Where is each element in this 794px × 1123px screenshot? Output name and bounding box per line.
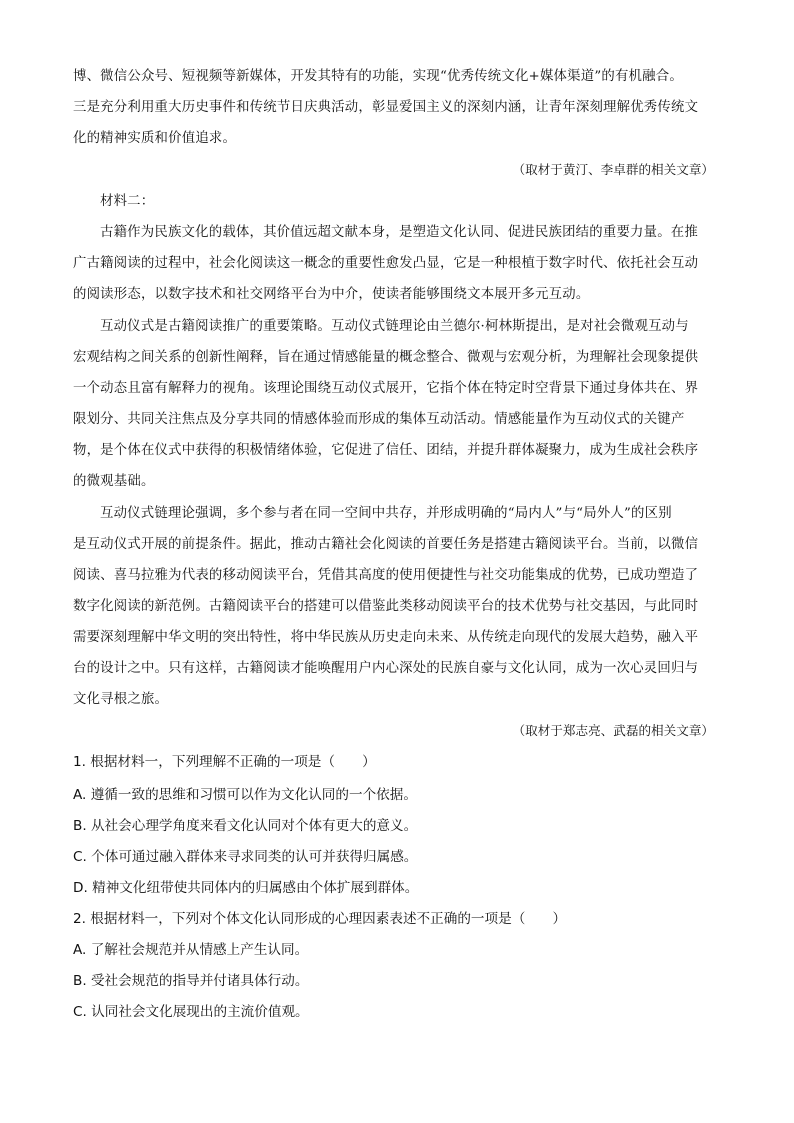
answer-option[interactable]: A. 遵循一致的思维和习惯可以作为文化认同的一个依据。 (73, 787, 417, 803)
question-stem: 2. 根据材料一，下列对个体文化认同形成的心理因素表述不正确的一项是（ ） (73, 911, 567, 927)
passage-line: 古籍作为民族文化的载体，其价值远超文献本身，是塑造文化认同、促进民族团结的重要力量。在推 (100, 225, 698, 240)
passage-line: 化的精神实质和价值追求。 (73, 131, 237, 146)
passage-line: 一个动态且富有解释力的视角。该理论围绕互动仪式展开，它指个体在特定时空背景下通过身体共在、界 (73, 381, 699, 396)
passage-line: 限划分、共同关注焦点及分享共同的情感体验而形成的集体互动活动。情感能量作为互动仪式的关键产 (73, 412, 685, 427)
source-citation: （取材于郑志亮、武磊的相关文章） (512, 723, 714, 738)
passage-line: 博、微信公众号、短视频等新媒体，开发其特有的功能，实现“优秀传统文化+媒体渠道”的有机融合。 (73, 69, 683, 84)
source-citation: （取材于黄汀、李卓群的相关文章） (512, 162, 714, 177)
passage-line: 互动仪式是古籍阅读推广的重要策略。互动仪式链理论由兰德尔·柯林斯提出，是对社会微观互动与 (100, 319, 689, 334)
section-heading: 材料二： (100, 194, 155, 209)
passage-line: 三是充分利用重大历史事件和传统节日庆典活动，彰显爱国主义的深刻内涵，让青年深刻理解优秀传统文 (73, 100, 699, 115)
answer-option[interactable]: C. 个体可通过融入群体来寻求同类的认可并获得归属感。 (73, 849, 418, 865)
passage-line: 需要深刻理解中华文明的突出特性，将中华民族从历史走向未来、从传统走向现代的发展大趋势，融入平 (73, 630, 699, 645)
passage-line: 的阅读形态，以数字技术和社交网络平台为中介，使读者能够围绕文本展开多元互动。 (73, 287, 590, 302)
passage-line: 是互动仪式开展的前提条件。据此，推动古籍社会化阅读的首要任务是搭建古籍阅读平台。当前，以微信 (73, 537, 699, 552)
passage-line: 的微观基础。 (73, 474, 155, 489)
answer-option[interactable]: D. 精神文化纽带使共同体内的归属感由个体扩展到群体。 (73, 880, 419, 896)
question-stem: 1. 根据材料一，下列理解不正确的一项是（ ） (73, 754, 376, 770)
passage-line: 宏观结构之间关系的创新性阐释，旨在通过情感能量的概念整合、微观与宏观分析，为理解社会现象提供 (73, 350, 699, 365)
answer-option[interactable]: B. 受社会规范的指导并付诸具体行动。 (73, 973, 309, 989)
passage-line: 物，是个体在仪式中获得的积极情绪体验，它促进了信任、团结，并提升群体凝聚力，成为生成社会秩序 (73, 443, 699, 458)
answer-option[interactable]: C. 认同社会文化展现出的主流价值观。 (73, 1004, 309, 1020)
passage-line: 台的设计之中。只有这样，古籍阅读才能唤醒用户内心深处的民族自豪与文化认同，成为一次心灵回归与 (73, 661, 699, 676)
answer-option[interactable]: B. 从社会心理学角度来看文化认同对个体有更大的意义。 (73, 818, 418, 834)
answer-option[interactable]: A. 了解社会规范并从情感上产生认同。 (73, 942, 309, 958)
passage-line: 广古籍阅读的过程中，社会化阅读这一概念的重要性愈发凸显，它是一种根植于数字时代、依托社会互动 (73, 256, 699, 271)
passage-line: 互动仪式链理论强调，多个参与者在同一空间中共存，并形成明确的“局内人”与“局外人”的区别 (100, 506, 672, 521)
passage-line: 文化寻根之旅。 (73, 692, 169, 707)
passage-line: 阅读、喜马拉雅为代表的移动阅读平台，凭借其高度的使用便捷性与社交功能集成的优势，已成功塑造了 (73, 568, 699, 583)
passage-line: 数字化阅读的新范例。古籍阅读平台的搭建可以借鉴此类移动阅读平台的技术优势与社交基因，与此同时 (73, 599, 699, 614)
